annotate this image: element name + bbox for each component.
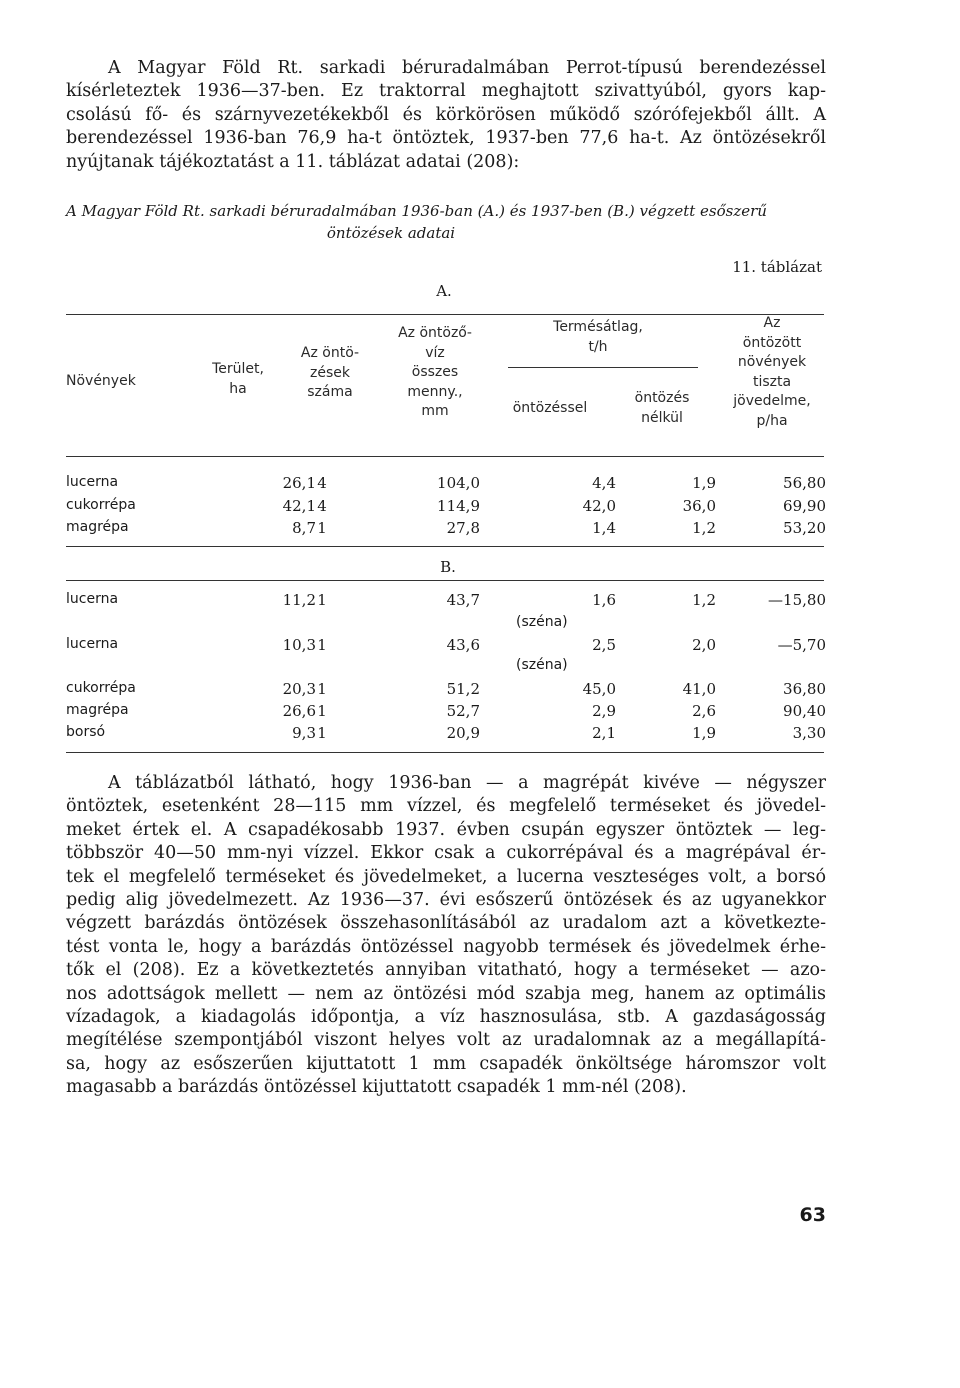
- section-a-label: A.: [436, 282, 452, 300]
- intro-line: csolású fő- és szárnyvezetékekből és körkörösen működő szórófejekből állt. A: [66, 104, 826, 125]
- header-income: [718, 314, 826, 431]
- header-yield-not-line: nélkül: [641, 409, 683, 426]
- header-water: [380, 324, 490, 422]
- cell-plant: borsó: [66, 724, 106, 740]
- cell-plant: cukorrépa: [66, 497, 136, 513]
- header-count-line: Az öntö-: [300, 345, 360, 361]
- header-income-line: Az: [763, 315, 781, 331]
- cell-area: 11,2: [282, 591, 316, 609]
- cell-yield-irrigated: 2,1: [592, 724, 616, 742]
- header-count-line: zések: [310, 364, 350, 381]
- cell-yield-not: 36,0: [682, 497, 716, 515]
- cell-count: 1: [317, 519, 327, 537]
- cell-income: 56,80: [783, 474, 826, 492]
- table-row: [66, 474, 826, 496]
- header-income-line: p/ha: [756, 412, 788, 429]
- closing-line: meket értek el. A csapadékosabb 1937. évben csupán egyszer öntöztek — leg-: [66, 819, 826, 840]
- closing-line: végzett barázdás öntözések összehasonlításából az uradalom azt a következte-: [66, 913, 826, 934]
- header-income-line: öntözött: [742, 334, 802, 351]
- cell-yield-irrigated: 42,0: [582, 497, 616, 515]
- closing-paragraph: [66, 772, 826, 1100]
- closing-line: megítélése szempontjából viszont helyes volt az uradalomnak az a megállapítá-: [66, 1030, 826, 1051]
- cell-count: 4: [317, 497, 327, 515]
- cell-count: 1: [317, 636, 327, 654]
- header-count-line: száma: [307, 384, 353, 400]
- section-b-label: B.: [440, 558, 456, 576]
- page-number: 63: [799, 1204, 826, 1226]
- cell-yield-irrigated: 45,0: [582, 680, 616, 698]
- header-yield: [506, 318, 690, 357]
- yield-subheader-rule: [508, 367, 698, 368]
- cell-yield-not: 1,9: [692, 724, 716, 742]
- cell-yield-irrigated: 2,9: [592, 702, 616, 720]
- cell-yield-not: 1,2: [692, 591, 716, 609]
- cell-plant: magrépa: [66, 702, 129, 718]
- cell-count: 1: [317, 702, 327, 720]
- cell-water: 20,9: [446, 724, 480, 742]
- header-water-line: mm: [421, 403, 449, 419]
- cell-water: 52,7: [446, 702, 480, 720]
- table-bottom-rule: [66, 752, 824, 753]
- intro-line: A Magyar Föld Rt. sarkadi béruradalmában Perrot-típusú berendezéssel: [108, 58, 826, 78]
- header-yield-not-irrigated: [612, 389, 712, 428]
- closing-line: tek el megfelelő terméseket és jövedelmeket, a lucerna veszteséges volt, a borsó: [66, 866, 826, 887]
- cell-plant: lucerna: [66, 474, 119, 490]
- cell-plant: lucerna: [66, 591, 119, 607]
- table-row: [66, 497, 826, 519]
- cell-plant: cukorrépa: [66, 680, 136, 696]
- cell-water: 104,0: [437, 474, 480, 492]
- cell-area: 10,3: [282, 636, 316, 654]
- cell-yield-not: 1,9: [692, 474, 716, 492]
- table-row: [66, 680, 826, 702]
- intro-line: berendezéssel 1936-ban 76,9 ha-t öntöztek, 1937-ben 77,6 ha-t. Az öntözésekről: [66, 128, 826, 149]
- closing-line: vízadagok, a kiadagolás időpontja, a víz hasznosulása, stb. A gazdaságosság: [66, 1007, 826, 1028]
- cell-yield-not: 1,2: [692, 519, 716, 537]
- cell-area: 26,1: [282, 474, 316, 492]
- cell-water: 51,2: [446, 680, 480, 698]
- closing-line: tést vonta le, hogy a barázdás öntözéssel nagyobb termések és jövedelmek érhe-: [66, 936, 826, 957]
- table-row: [66, 519, 826, 541]
- closing-line: sa, hogy az esőszerűen kijuttatott 1 mm csapadék önköltsége háromszor volt: [66, 1053, 826, 1074]
- table-row: [66, 702, 826, 724]
- closing-line: többször 40—50 mm-nyi vízzel. Ekkor csak a cukorrépával és a magrépával ér-: [66, 843, 826, 864]
- table-number: 11. táblázat: [732, 258, 822, 276]
- closing-line: tők el (208). Ez a következtetés annyiban vitatható, hogy a terméseket — azo-: [66, 960, 826, 981]
- header-area-line: Terület,: [212, 361, 264, 377]
- cell-income: 53,20: [783, 519, 826, 537]
- table-caption: [66, 200, 826, 244]
- header-yield-not-line: öntözés: [634, 390, 690, 406]
- cell-yield-note: (széna): [516, 614, 568, 630]
- header-bottom-rule: [66, 456, 824, 457]
- closing-line: magasabb a barázdás öntözéssel kijuttatott csapadék 1 mm-nél (208).: [66, 1077, 687, 1098]
- cell-yield-not: 41,0: [682, 680, 716, 698]
- cell-yield-not: 2,0: [692, 636, 716, 654]
- caption-line: A Magyar Föld Rt. sarkadi béruradalmában 1936-ban (A.) és 1937-ben (B.) végzett esőszerű: [66, 202, 767, 220]
- caption-line: öntözések adatai: [326, 224, 456, 242]
- cell-water: 114,9: [437, 497, 480, 515]
- header-yield-line: t/h: [588, 338, 608, 355]
- closing-line: öntöztek, esetenként 28—115 mm vízzel, és megfelelő terméseket és jövedel-: [66, 796, 826, 817]
- cell-area: 26,6: [282, 702, 316, 720]
- cell-count: 4: [317, 474, 327, 492]
- cell-water: 43,6: [446, 636, 480, 654]
- header-area-line: ha: [229, 380, 247, 397]
- cell-count: 1: [317, 591, 327, 609]
- cell-water: 27,8: [446, 519, 480, 537]
- cell-water: 43,7: [446, 591, 480, 609]
- header-water-line: Az öntöző-: [398, 325, 472, 341]
- cell-count: 1: [317, 680, 327, 698]
- header-yield-line: Termésátlag,: [553, 319, 643, 335]
- cell-plant: magrépa: [66, 519, 129, 535]
- header-water-line: víz: [425, 344, 445, 361]
- cell-area: 20,3: [282, 680, 316, 698]
- cell-yield-irrigated: 2,5: [592, 636, 616, 654]
- header-income-line: jövedelme,: [733, 393, 811, 409]
- cell-income: 90,40: [783, 702, 826, 720]
- closing-line: pedig alig jövedelmezett. Az 1936—37. évi esőszerű öntözések és az ugyanekkor: [66, 890, 826, 911]
- header-yield-irrigated: öntözéssel: [512, 400, 588, 416]
- cell-income: 36,80: [783, 680, 826, 698]
- header-water-line: összes: [411, 364, 459, 380]
- cell-count: 1: [317, 724, 327, 742]
- table-row: [66, 591, 826, 613]
- header-count: [282, 344, 378, 403]
- cell-income: —5,70: [777, 636, 826, 654]
- cell-income: —15,80: [768, 591, 826, 609]
- intro-line: nyújtanak tájékoztatást a 11. táblázat adatai (208):: [66, 151, 520, 172]
- cell-area: 9,3: [292, 724, 316, 742]
- table-row: [66, 724, 826, 746]
- intro-paragraph: [66, 57, 826, 174]
- cell-yield-irrigated: 1,6: [592, 591, 616, 609]
- header-plants: Növények: [66, 373, 136, 389]
- table-top-rule: [66, 314, 824, 315]
- cell-area: 8,7: [292, 519, 316, 537]
- cell-yield-not: 2,6: [692, 702, 716, 720]
- cell-income: 3,30: [792, 724, 826, 742]
- intro-line: kísérleteztek 1936—37-ben. Ez traktorral meghajtott szivattyúból, gyors kap-: [66, 81, 826, 102]
- cell-income: 69,90: [783, 497, 826, 515]
- cell-yield-irrigated: 1,4: [592, 519, 616, 537]
- closing-line: A táblázatból látható, hogy 1936-ban — a magrépát kivéve — négyszer: [108, 773, 826, 793]
- cell-area: 42,1: [282, 497, 316, 515]
- closing-line: nos adottságok mellett — nem az öntözési mód szabja meg, hanem az optimális: [66, 983, 826, 1004]
- header-water-line: menny.,: [407, 383, 463, 400]
- header-area: [188, 360, 288, 399]
- cell-yield-note: (széna): [516, 657, 568, 673]
- cell-plant: lucerna: [66, 636, 119, 652]
- cell-yield-irrigated: 4,4: [592, 474, 616, 492]
- header-income-line: növények: [737, 354, 807, 370]
- header-income-line: tiszta: [752, 373, 792, 390]
- section-b-top-rule: [66, 580, 824, 581]
- section-a-bottom-rule: [66, 546, 824, 547]
- table-row: [66, 636, 826, 658]
